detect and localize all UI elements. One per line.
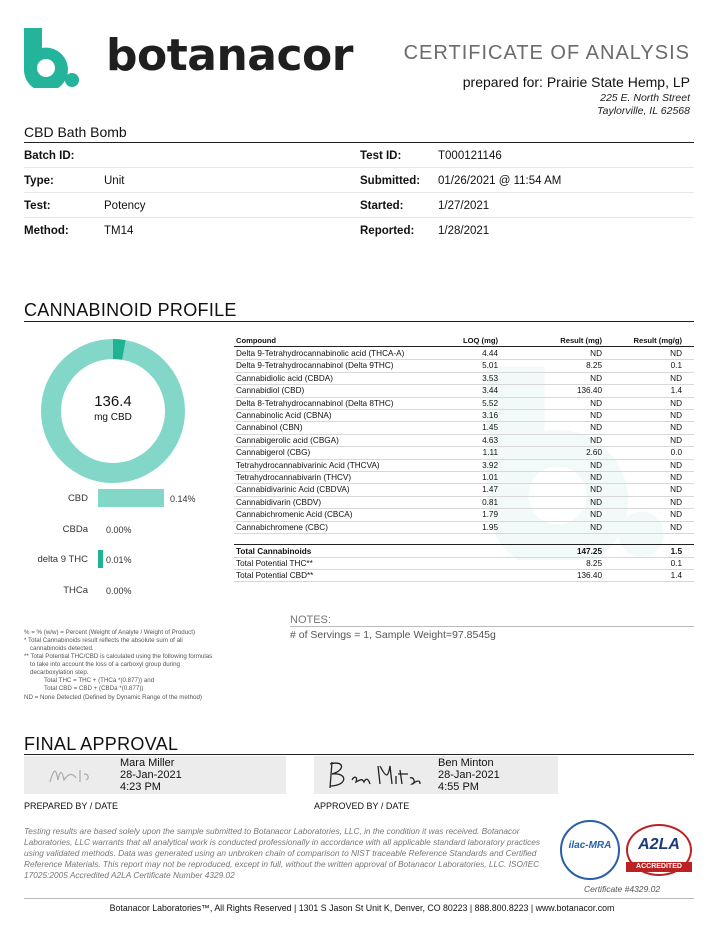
batch-id-label: Batch ID: <box>24 150 75 162</box>
method-label: Method: <box>24 225 69 237</box>
loq-value: 0.81 <box>482 497 498 507</box>
compound-name: Cannabinolic Acid (CBNA) <box>236 411 332 420</box>
loq-value: 4.63 <box>482 435 498 445</box>
started-value: 1/27/2021 <box>438 200 490 212</box>
result-mg-value: ND <box>590 435 602 445</box>
brand-wordmark: botanacor <box>106 30 353 81</box>
table-row <box>234 348 694 360</box>
document-title: CERTIFICATE OF ANALYSIS <box>403 42 690 64</box>
result-mg-value: ND <box>590 497 602 507</box>
loq-value: 5.01 <box>482 361 498 371</box>
footnote: cannabinoids detected. <box>30 645 94 652</box>
result-mgg-value: ND <box>670 510 682 520</box>
divider <box>24 142 694 143</box>
loq-value: 1.01 <box>482 473 498 482</box>
prepared-by-caption: PREPARED BY / DATE <box>24 801 119 811</box>
compound-name: Cannabidivarinic Acid (CBDVA) <box>236 485 350 495</box>
result-mg-value: ND <box>590 473 602 482</box>
result-mg-value: ND <box>590 485 602 495</box>
result-mg-value: ND <box>590 522 602 532</box>
test-id-label: Test ID: <box>360 150 402 162</box>
bar-label-cbd: CBD <box>67 493 88 504</box>
signature-mara-miller-icon <box>46 764 116 788</box>
divider <box>234 346 694 347</box>
loq-value: 3.53 <box>482 373 498 383</box>
result-mg-value: ND <box>590 411 602 420</box>
donut-ring-cbd <box>51 349 175 473</box>
compound-name: Delta 8-Tetrahydrocannabinol (Delta 8THC) <box>236 398 394 408</box>
test-value: Potency <box>104 200 146 212</box>
loq-value: 5.52 <box>482 398 498 408</box>
total-mgg-value: 0.1 <box>670 559 682 569</box>
result-mg-value: ND <box>590 510 602 520</box>
preparer-date: 28-Jan-2021 <box>120 769 182 781</box>
preparer-time: 4:23 PM <box>120 781 161 793</box>
notes-body: # of Servings = 1, Sample Weight=97.8545g <box>290 629 496 641</box>
total-name: Total Potential THC** <box>236 559 313 569</box>
ilac-mra-logo-icon <box>560 820 620 880</box>
table-row <box>234 522 694 534</box>
client-address-line2: Taylorville, IL 62568 <box>597 105 690 117</box>
bar-label-delta9thc: delta 9 THC <box>37 554 88 565</box>
footnote: to take into account the loss of a carboxyl group during <box>30 661 180 668</box>
result-mg-value: ND <box>590 423 602 433</box>
signature-ben-minton-icon <box>322 758 422 792</box>
compound-name: Tetrahydrocannabivarinic Acid (THCVA) <box>236 460 380 470</box>
approver-date: 28-Jan-2021 <box>438 769 500 781</box>
approver-name: Ben Minton <box>438 757 494 769</box>
total-name: Total Cannabinoids <box>236 547 312 556</box>
compound-name: Cannabigerol (CBG) <box>236 448 311 458</box>
certificate-number: Certificate #4329.02 <box>584 884 661 894</box>
table-row <box>234 435 694 447</box>
divider <box>290 626 694 627</box>
total-name: Total Potential CBD** <box>236 571 314 581</box>
approved-by-caption: APPROVED BY / DATE <box>314 801 410 811</box>
result-mgg-value: ND <box>670 473 682 482</box>
footnote: ** Total Potential THC/CBD is calculated using the following formulas <box>24 653 213 660</box>
table-row <box>234 410 694 422</box>
method-value: TM14 <box>104 225 134 237</box>
result-mgg-value: 1.4 <box>670 386 682 396</box>
notes-title: NOTES: <box>290 614 331 626</box>
table-row <box>234 360 694 372</box>
compound-name: Cannabidivarin (CBDV) <box>236 497 322 507</box>
cannabinoid-profile-title: CANNABINOID PROFILE <box>24 300 237 320</box>
a2la-text: A2LA <box>638 836 680 853</box>
result-mg-value: 136.40 <box>576 386 602 396</box>
col-compound: Compound <box>236 336 277 345</box>
type-value: Unit <box>104 175 125 187</box>
result-mgg-value: ND <box>670 435 682 445</box>
total-mg-value: 8.25 <box>586 559 602 569</box>
total-row <box>234 558 694 570</box>
footnote: Total CBD = CBD + (CBDa *(0.877)) <box>44 685 144 692</box>
bar-cbd <box>98 489 164 507</box>
client-address-line1: 225 E. North Street <box>600 92 690 104</box>
result-mg-value: ND <box>590 373 602 383</box>
submitted-label: Submitted: <box>360 175 421 187</box>
loq-value: 3.44 <box>482 386 498 396</box>
loq-value: 3.92 <box>482 460 498 470</box>
table-row <box>234 484 694 496</box>
bar-delta9thc <box>98 550 103 568</box>
total-mgg-value: 1.5 <box>670 547 682 556</box>
bar-value-cbda: 0.00% <box>106 525 132 535</box>
prepared-for: prepared for: Prairie State Hemp, LP <box>462 74 690 90</box>
approver-time: 4:55 PM <box>438 781 479 793</box>
bar-value-cbd: 0.14% <box>170 494 196 504</box>
result-mgg-value: 0.0 <box>670 448 682 458</box>
submitted-value: 01/26/2021 @ 11:54 AM <box>438 175 562 187</box>
result-mgg-value: ND <box>670 349 682 358</box>
ilac-mra-text: ilac-MRA <box>568 840 612 851</box>
approved-signature-box <box>314 756 558 794</box>
loq-value: 3.16 <box>482 411 498 420</box>
table-row <box>234 472 694 484</box>
compound-name: Cannabichromenic Acid (CBCA) <box>236 510 353 520</box>
result-mgg-value: ND <box>670 485 682 495</box>
total-mgg-value: 1.4 <box>670 571 682 581</box>
botanacor-logo-icon <box>22 26 84 88</box>
footnote: * Total Cannabinoids result reflects the absolute sum of all <box>24 637 183 644</box>
compound-name: Delta 9-Tetrahydrocannabinol (Delta 9THC) <box>236 361 394 371</box>
loq-value: 1.11 <box>482 448 498 458</box>
table-row <box>234 509 694 521</box>
divider <box>24 167 694 168</box>
started-label: Started: <box>360 200 404 212</box>
total-mg-value: 147.25 <box>576 547 602 556</box>
divider <box>24 217 694 218</box>
divider <box>234 544 694 545</box>
loq-value: 1.79 <box>482 510 498 520</box>
bar-label-thca: THCa <box>63 585 88 596</box>
table-row <box>234 422 694 434</box>
compound-name: Cannabinol (CBN) <box>236 423 303 433</box>
compound-name: Tetrahydrocannabivarin (THCV) <box>236 473 352 482</box>
compound-name: Cannabigerolic acid (CBGA) <box>236 435 339 445</box>
result-mg-value: 8.25 <box>586 361 602 371</box>
bar-label-cbda: CBDa <box>62 524 88 535</box>
donut-unit: mg CBD <box>94 412 132 423</box>
compound-name: Cannabidiol (CBD) <box>236 386 305 396</box>
result-mgg-value: ND <box>670 373 682 383</box>
loq-value: 1.47 <box>482 485 498 495</box>
table-row <box>234 398 694 410</box>
footnote: decarboxylation step. <box>30 669 89 676</box>
result-mgg-value: ND <box>670 460 682 470</box>
divider <box>24 898 694 899</box>
preparer-name: Mara Miller <box>120 757 175 769</box>
reported-value: 1/28/2021 <box>438 225 490 237</box>
divider <box>24 192 694 193</box>
col-result-mg: Result (mg) <box>560 336 602 345</box>
loq-value: 4.44 <box>482 349 498 358</box>
accredited-banner: ACCREDITED <box>626 862 692 872</box>
footnote: % = % (w/w) = Percent (Weight of Analyte / Weight of Product) <box>24 629 196 636</box>
loq-value: 1.45 <box>482 423 498 433</box>
total-row <box>234 570 694 582</box>
result-mgg-value: ND <box>670 423 682 433</box>
col-loq: LOQ (mg) <box>462 336 498 345</box>
a2la-logo-icon <box>626 824 692 876</box>
compound-name: Delta 9-Tetrahydrocannabinolic acid (THCA-A) <box>236 349 405 358</box>
result-mg-value: 2.60 <box>586 448 602 458</box>
result-mg-value: ND <box>590 349 602 358</box>
cbd-donut-chart <box>40 338 186 484</box>
test-id-value: T000121146 <box>438 150 502 162</box>
result-mgg-value: ND <box>670 398 682 408</box>
bar-value-delta9thc: 0.01% <box>106 555 132 565</box>
reported-label: Reported: <box>360 225 415 237</box>
footnote: ND = None Detected (Defined by Dynamic Range of the method) <box>24 694 202 701</box>
table-row <box>234 460 694 472</box>
col-result-mgg: Result (mg/g) <box>633 336 682 345</box>
result-mgg-value: 0.1 <box>670 361 682 371</box>
result-mg-value: ND <box>590 398 602 408</box>
table-row <box>234 497 694 509</box>
page-footer: Botanacor Laboratories™, All Rights Reserved | 1301 S Jason St Unit K, Denver, CO 80223 | 888.800.8223 | www.botanacor.com <box>109 903 615 913</box>
result-mgg-value: ND <box>670 497 682 507</box>
footnote: Total THC = THC + (THCa *(0.877)) and <box>44 677 155 684</box>
result-mgg-value: ND <box>670 522 682 532</box>
compound-name: Cannabidiolic acid (CBDA) <box>236 373 333 383</box>
test-label: Test: <box>24 200 51 212</box>
bar-value-thca: 0.00% <box>106 586 132 596</box>
product-name: CBD Bath Bomb <box>24 124 127 140</box>
divider <box>24 321 694 322</box>
type-label: Type: <box>24 175 54 187</box>
result-mg-value: ND <box>590 460 602 470</box>
legal-disclaimer: Testing results are based solely upon the sample submitted to Botanacor Laboratories, LLC, in the condition it was received. Botanacor Laboratories, LLC warrants that all analytical work is conducted professionally in accordance with all applicable standard laboratory practices using validated methods. Data was generated using an unbroken chain of comparison to NIST traceable Reference Standards and Certified Reference Materials. This report may not be reproduced, except in full, without the written approval of Botanacor Laboratories, LLC. ISO/IEC 17025:2005 Accredited A2LA Certificate Number 4329.02 <box>24 826 541 880</box>
divider <box>24 754 694 755</box>
final-approval-title: FINAL APPROVAL <box>24 734 179 754</box>
table-row <box>234 385 694 397</box>
compound-name: Cannabichromene (CBC) <box>236 522 328 532</box>
loq-value: 1.95 <box>482 522 498 532</box>
total-row <box>234 546 694 558</box>
table-row <box>234 373 694 385</box>
total-mg-value: 136.40 <box>576 571 602 581</box>
donut-value: 136.4 <box>94 393 132 410</box>
info-row <box>24 225 694 245</box>
result-mgg-value: ND <box>670 411 682 420</box>
table-row <box>234 447 694 459</box>
